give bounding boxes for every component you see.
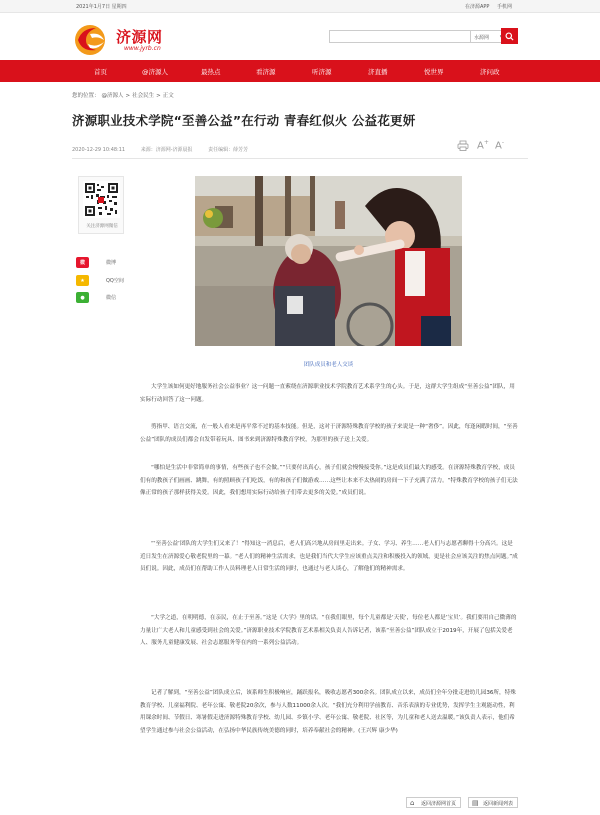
article-paragraph: “‘至善公益’团队的大学生们又来了！”得知这一消息后，老人们高兴地从房间里走出来。子女、学习、养生……老人们与志愿者聊得十分高兴。这是近日发生在济源爱心敬老院里的一幕。“老人们的精神生活需求，也是我们当代大学生应该重点关注和积极投入的领域，更是社会应该关注的焦点问题。”成员们说。因此，成员们在帮助工作人员料理老人日常生活的同时，也通过与老人谈心，了解他们的精神需求。 bbox=[140, 541, 518, 572]
article-paragraph: 剪指甲、语言交流，在一般人看来是再平常不过的基本技能。但是，这对于济源特殊教育学校的孩子来说是一种“奢侈”。因此，每逢闲暇时间，“至善公益”团队的成员们都会自发带着玩具、图书来到济源特殊教育学校，为那里的孩子送上关爱。 bbox=[140, 424, 518, 443]
article-paragraph: 大学生该如何更好地服务社会公益事业？这一问题一直萦绕在济源职业技术学院教育艺术系学生的心头。于是，这群大学生组成“至善公益”团队，用实际行动回答了这一问题。 bbox=[140, 384, 515, 403]
qr-caption: 关注济源网微信 bbox=[86, 224, 118, 229]
search-bar bbox=[329, 30, 519, 44]
article-meta bbox=[72, 146, 262, 153]
title-divider bbox=[72, 158, 528, 159]
logo-mark-icon bbox=[72, 18, 112, 58]
top-date: 2021年1月7日 星期四 bbox=[76, 4, 127, 10]
wechat-qr-box bbox=[78, 176, 124, 234]
nav-item-home[interactable]: 首页 bbox=[94, 68, 107, 76]
nav-item-watch[interactable]: 看济源 bbox=[256, 68, 276, 76]
share-weibo-label: 微博 bbox=[106, 260, 117, 266]
print-icon[interactable] bbox=[457, 140, 469, 154]
article-paragraph: “哪怕是生活中非常简单的事情，有些孩子也不会做。”“只要付出真心，孩子们就会慢慢接受你。”这是成员们最大的感受。在济源特殊教育学校，成员们有的教孩子们画画、跳舞，有的照顾孩子们吃饭，有的和孩子们做游戏……这些让本来不太热闹的房间一下子充满了活力。“特殊教育学校的孩子们无法像正常的孩子那样获得关爱。因此，我们想用实际行动给孩子们带去更多的关爱。”成员们说。 bbox=[140, 465, 518, 496]
weibo-icon: 微 bbox=[76, 257, 89, 268]
article-photo bbox=[195, 176, 462, 346]
article-tools bbox=[457, 140, 517, 154]
top-bar bbox=[0, 0, 600, 13]
photo-illustration bbox=[195, 176, 462, 346]
share-qzone-label: QQ空间 bbox=[106, 278, 124, 284]
article-editor: 责任编辑：薛芳芳 bbox=[208, 147, 249, 153]
article-paragraph: 记者了解到，“至善公益”团队成立后，该系师生积极响应，踊跃报名，吸收志愿者300余名。团队成立以来，成员们全年分批走进幼儿园36所，特殊教育学校、儿童福利院、老年公寓、敬老院20余次，参与人数11000余人次。“我们充分利用学前教育、音乐表演的专业优势，发挥学生主观能动性，利用课余时间、节假日、寒暑假走进济源特殊教育学校、幼儿园、乡镇小学、老年公寓、敬老院、社区等，为儿童和老人送去温暖。”该负责人表示，他们希望学生通过参与社会公益活动，在弘扬中华民族传统美德的同时，培养奉献社会的精神。(王兴辉 康少华) bbox=[140, 690, 516, 734]
qzone-icon: ★ bbox=[76, 275, 89, 286]
breadcrumb-sep: > bbox=[156, 93, 161, 99]
breadcrumb-item-society[interactable]: 社会民生 bbox=[132, 93, 155, 99]
page-title: 济源职业技术学院“至善公益”在行动 青春红似火 公益花更妍 bbox=[72, 113, 416, 128]
top-links bbox=[459, 3, 512, 10]
search-icon bbox=[505, 32, 514, 41]
search-scope-value: 水源网 bbox=[474, 35, 490, 41]
wechat-icon: ● bbox=[76, 292, 89, 303]
breadcrumb-sep: > bbox=[125, 93, 131, 99]
logo-name: 济源网 bbox=[116, 28, 163, 46]
photo-caption: 团队成员和老人交谈 bbox=[303, 362, 354, 368]
back-home-label: 返回济源网首页 bbox=[421, 801, 457, 807]
nav-item-jiyuanren[interactable]: @济源人 bbox=[142, 68, 168, 76]
qr-code-icon bbox=[83, 181, 120, 218]
site-logo[interactable] bbox=[72, 18, 182, 58]
app-link[interactable]: 在济源APP bbox=[464, 4, 490, 10]
mobile-site-link[interactable]: 手机网 bbox=[496, 4, 512, 10]
search-button[interactable] bbox=[501, 28, 518, 44]
nav-item-politics[interactable]: 济问政 bbox=[480, 68, 500, 76]
breadcrumb bbox=[72, 91, 176, 99]
article-paragraph: “大学之道，在明明德，在亲民，在止于至善。”这是《大学》里的话。“在我们眼里，每个儿童都是‘天使’，每位老人都是‘宝贝’。我们要用自己微薄的力量让广大老人和儿童感受到社会的关爱。”济源职业技术学院教育艺术系相关负责人告诉记者，该系“至善公益”团队成立于2019年，开展了包括关爱老人、服务儿童健康发展、社会志愿服务等在内的一系列公益活动。 bbox=[140, 615, 517, 646]
font-increase-icon[interactable]: A+ bbox=[477, 139, 489, 152]
share-wechat-label: 微信 bbox=[106, 295, 117, 301]
nav-item-listen[interactable]: 听济源 bbox=[312, 68, 332, 76]
breadcrumb-label: 您的位置： bbox=[72, 93, 100, 99]
breadcrumb-item-current: 正文 bbox=[162, 93, 174, 99]
font-decrease-icon[interactable]: A- bbox=[495, 139, 505, 152]
nav-item-hot[interactable]: 最热点 bbox=[201, 68, 221, 76]
search-input[interactable] bbox=[329, 30, 471, 43]
nav-item-live[interactable]: 济直播 bbox=[368, 68, 388, 76]
article-date: 2020-12-29 10:48:11 bbox=[72, 147, 126, 153]
nav-item-world[interactable]: 悦世界 bbox=[424, 68, 444, 76]
back-list-button[interactable] bbox=[468, 797, 518, 808]
breadcrumb-item-jiyuanren[interactable]: @济源人 bbox=[101, 93, 124, 99]
logo-url: www.jyrb.cn bbox=[124, 45, 161, 52]
list-icon: ▤ bbox=[472, 799, 479, 807]
article-source: 来源：济源网-济源晨报 bbox=[140, 147, 193, 153]
main-nav bbox=[0, 60, 600, 82]
back-home-button[interactable] bbox=[406, 797, 461, 808]
home-icon: ⌂ bbox=[410, 799, 415, 807]
back-list-label: 返回新闻列表 bbox=[483, 801, 514, 807]
